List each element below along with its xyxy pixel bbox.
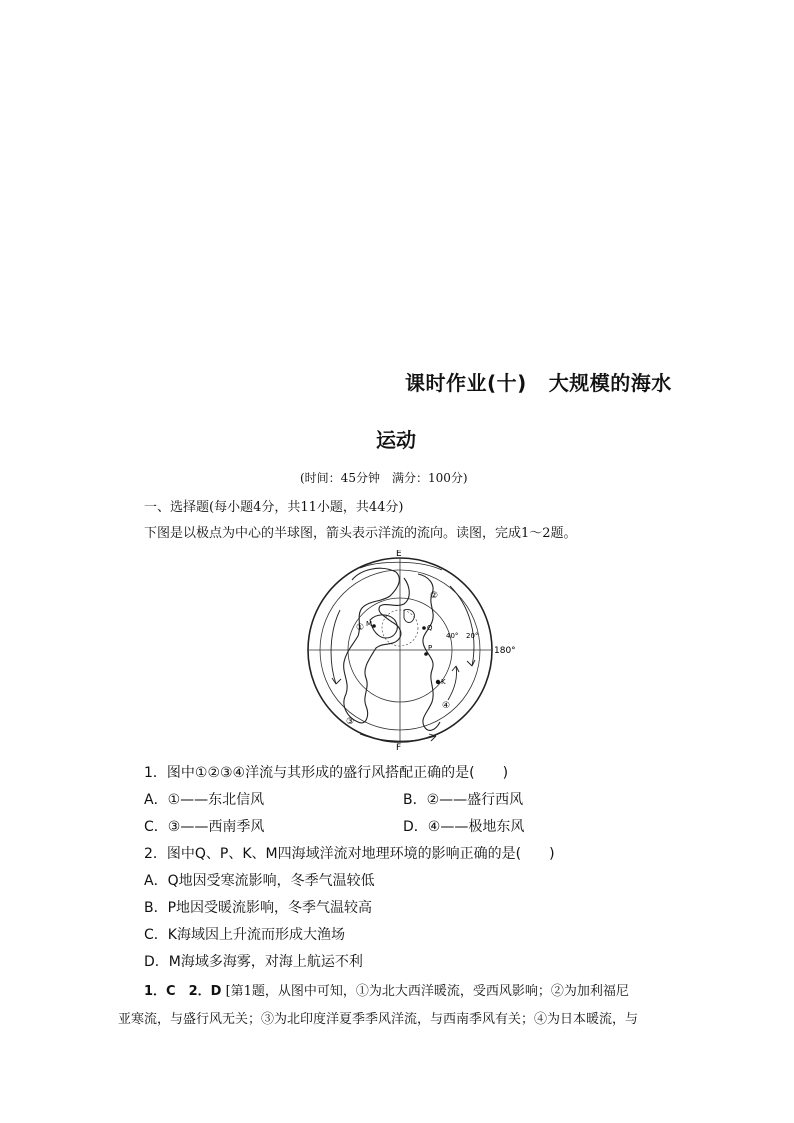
answer-explanation-1: [第1题，从图中可知，①为北大西洋暖流，受西风影响；②为加利福尼 [225,984,629,999]
question-intro: 下图是以极点为中心的半球图，箭头表示洋流的流向。读图，完成1～2题。 [144,526,577,541]
map-point-q: Q [427,624,433,632]
map-marker-3: ③ [346,717,355,727]
question-1-option-b: B．②——盛行西风 [403,792,524,808]
map-label-180: 180° [494,646,516,656]
answer-explanation-2: 亚寒流，与盛行风无关；③为北印度洋夏季季风洋流，与西南季风有关；④为日本暖流，与 [118,1012,639,1027]
title-part2: 大规模的海水 [548,371,672,395]
map-point-k: K [441,678,446,686]
question-1-option-c: C．③——西南季风 [144,819,265,835]
question-2-stem: 2．图中Q、P、K、M四海域洋流对地理环境的影响正确的是( ) [144,846,555,862]
page-title [405,367,672,396]
hemisphere-map-svg [300,550,520,750]
time-score-info: (时间：45分钟 满分：100分) [300,471,468,485]
question-2-option-a: A．Q地因受寒流影响，冬季气温较低 [144,873,375,889]
page-title-line2: 运动 [376,428,416,452]
map-label-20: 20° [466,632,479,640]
title-part1: 课时作业(十) [405,371,527,395]
section-heading: 一、选择题(每小题4分，共11小题，共44分) [144,500,404,515]
map-label-40: 40° [446,632,459,640]
answer-key: 1．C 2．D [144,984,222,999]
question-1-option-d: D．④——极地东风 [403,819,525,835]
question-2-option-c: C．K海域因上升流而形成大渔场 [144,927,345,943]
hemisphere-map [300,550,520,750]
question-1-option-a: A．①——东北信风 [144,792,265,808]
answer-line-1 [144,980,629,999]
map-marker-4: ④ [442,701,451,711]
map-label-bottom: F [396,743,402,750]
map-point-m: M [366,620,373,628]
map-label-top: E [396,550,402,559]
map-marker-1: ① [356,623,365,633]
map-point-p: P [428,644,433,652]
question-1-stem: 1．图中①②③④洋流与其形成的盛行风搭配正确的是( ) [144,765,509,781]
question-2-option-b: B．P地因受暖流影响，冬季气温较高 [144,900,373,916]
question-2-option-d: D．M海域多海雾，对海上航运不利 [144,954,363,970]
map-marker-2: ② [430,591,439,601]
